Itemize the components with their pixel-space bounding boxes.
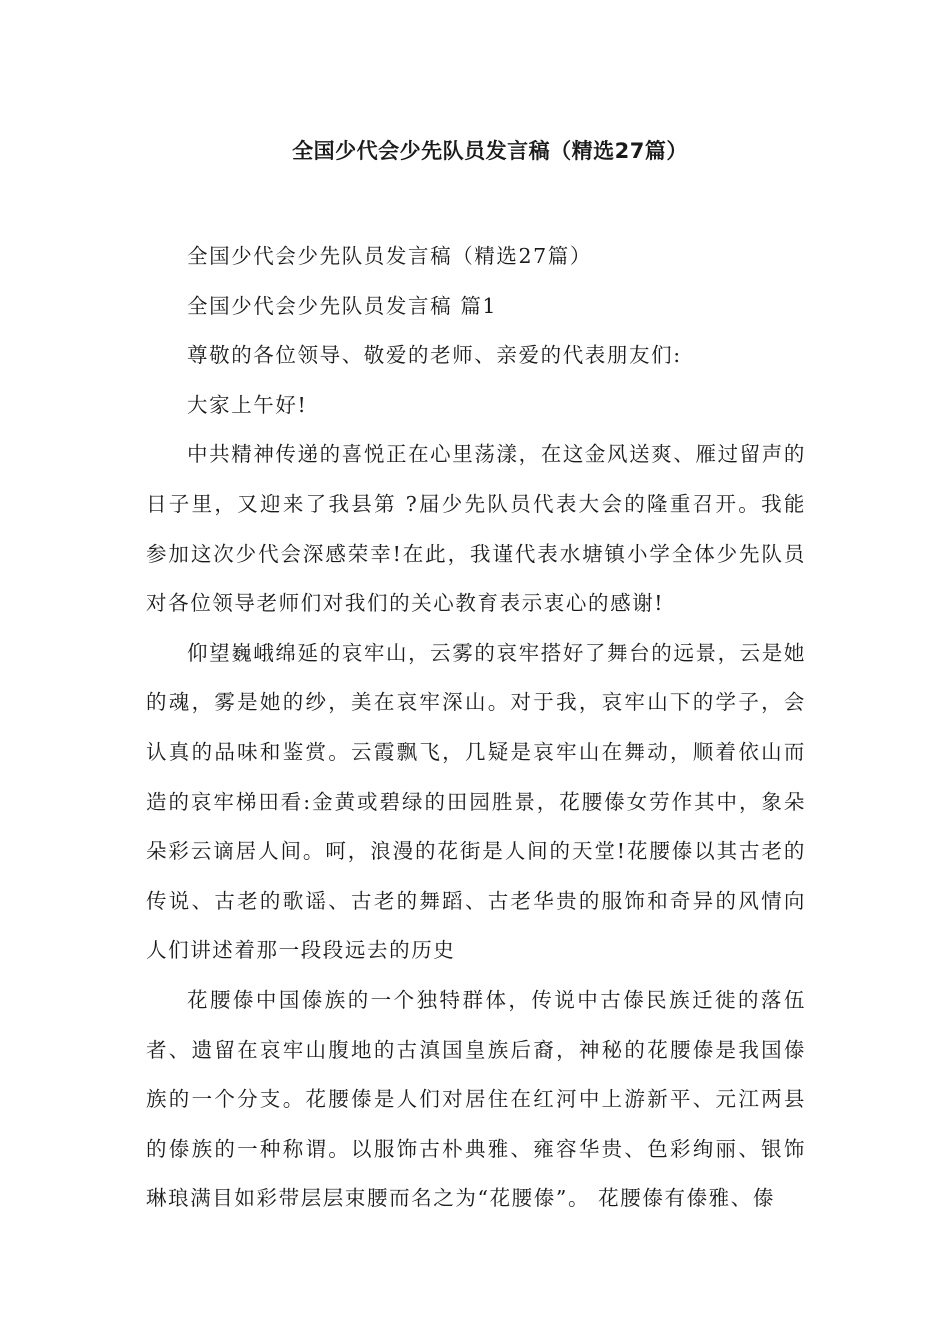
body-paragraph: 全国少代会少先队员发言稿（精选27篇） (187, 244, 592, 268)
document-title: 全国少代会少先队员发言稿（精选27篇） (292, 139, 688, 163)
body-paragraph: 仰望巍峨绵延的哀牢山，云雾的哀牢搭好了舞台的远景，云是她的魂，雾是她的纱，美在哀牢深山。对于我，哀牢山下的学子，会认真的品味和鉴赏。云霞飘飞，几疑是哀牢山在舞动，顺着依山而造的哀牢梯田看:金黄或碧绿的田园胜景，花腰傣女劳作其中，象朵朵彩云谪居人间。呵，浪漫的花街是人间的天堂!花腰傣以其古老的传说、古老的歌谣、古老的舞蹈、古老华贵的服饰和奇异的风情向人们讲述着那一段段远去的历史 (146, 640, 806, 963)
body-paragraph: 全国少代会少先队员发言稿 篇1 (187, 293, 498, 318)
document-body (146, 232, 806, 1224)
body-paragraph: 大家上午好! (187, 392, 308, 417)
body-paragraph: 花腰傣中国傣族的一个独特群体，传说中古傣民族迁徙的落伍者、遗留在哀牢山腹地的古滇国皇族后裔，神秘的花腰傣是我国傣族的一个分支。花腰傣是人们对居住在红河中上游新平、元江两县的傣族的一种称谓。以服饰古朴典雅、雍容华贵、色彩绚丽、银饰琳琅满目如彩带层层束腰而名之为“花腰傣”。 花腰傣有傣雅、傣 (146, 987, 806, 1211)
body-paragraph: 中共精神传递的喜悦正在心里荡漾，在这金风送爽、雁过留声的日子里，又迎来了我县第 ?届少先队员代表大会的隆重召开。我能参加这次少代会深感荣幸!在此，我谨代表水塘镇小学全体少先队员对各位领导老师们对我们的关心教育表示衷心的感谢! (146, 442, 806, 616)
body-paragraph: 尊敬的各位领导、敬爱的老师、亲爱的代表朋友们: (187, 343, 682, 368)
